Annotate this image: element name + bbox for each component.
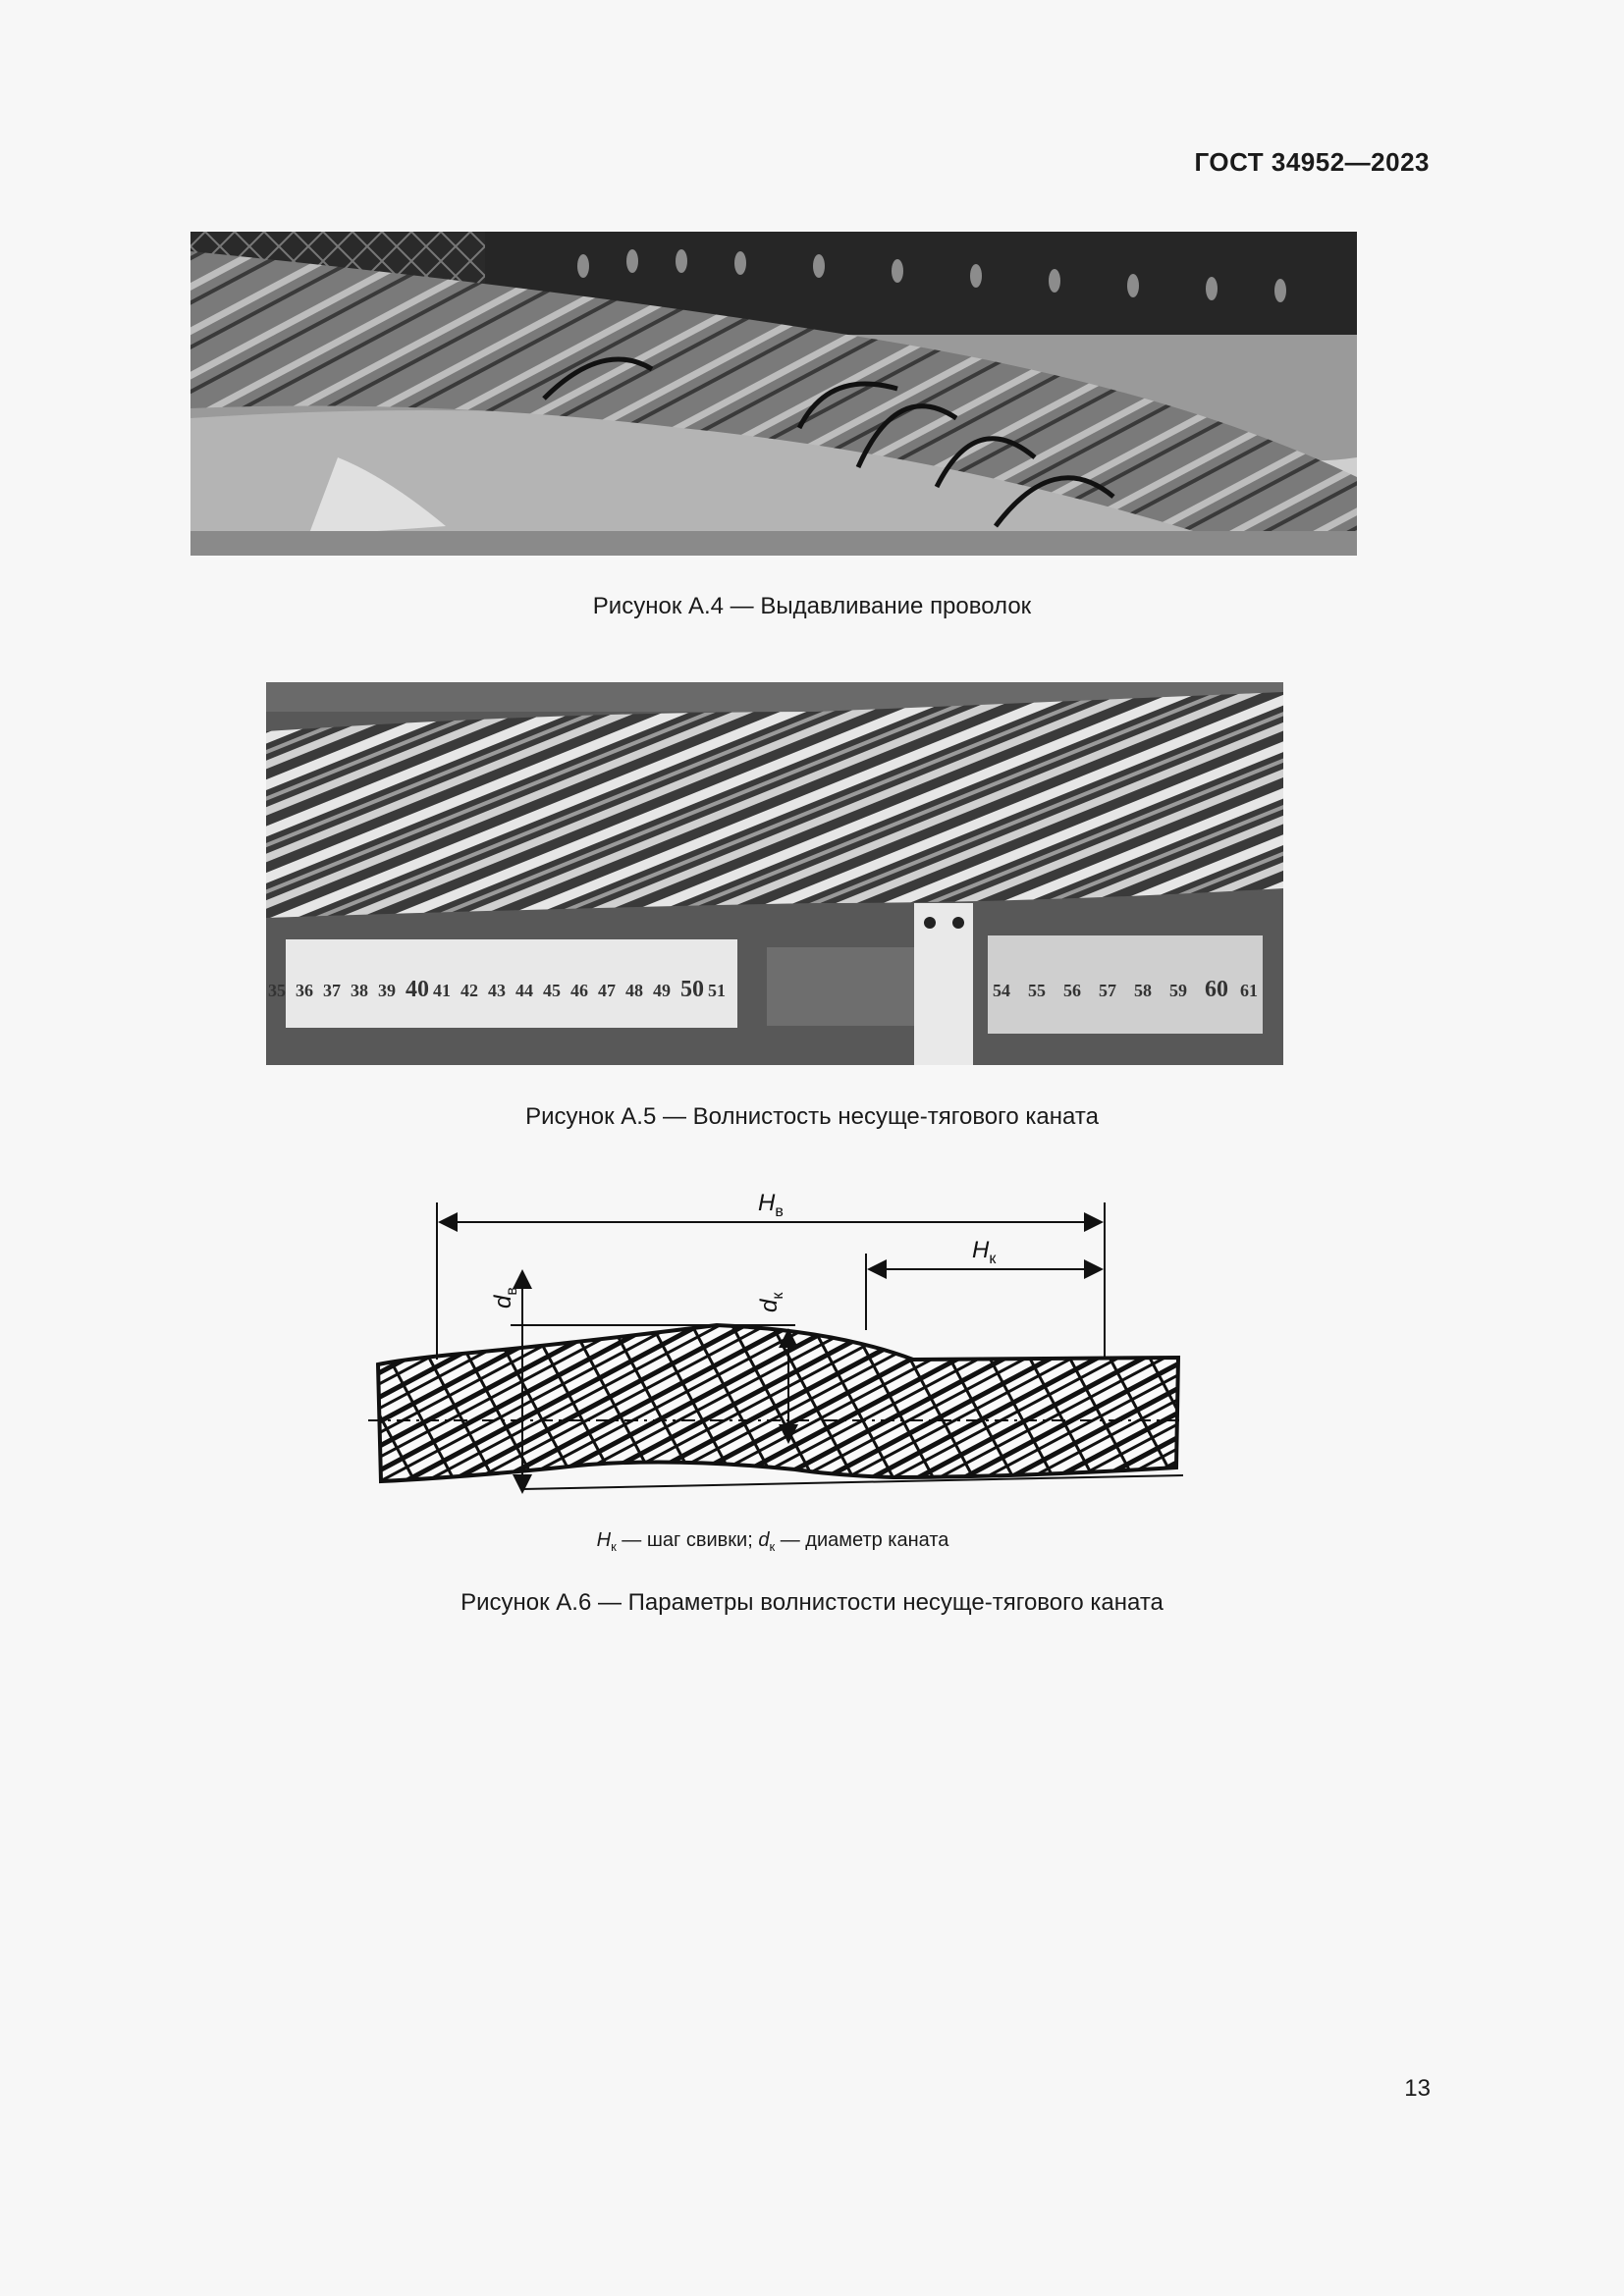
ruler-mark: 58 [1134,981,1152,1000]
figure-a5-photo [266,682,1283,1065]
ruler-mark: 46 [570,981,588,1000]
figure-a6-diagram [363,1183,1188,1517]
ruler-mark: 41 [433,981,451,1000]
page-number: 13 [1404,2075,1431,2102]
figure-a4-photo [190,232,1357,556]
ruler-mark: 49 [653,981,671,1000]
legend-d-text: — диаметр каната [775,1529,949,1551]
figure-a6-legend [0,1529,1545,1554]
ruler-mark: 36 [296,981,313,1000]
figure-a5-caption: Рисунок А.5 — Волнистость несуще-тягового каната [525,1103,1099,1130]
cable-photo-wire-extrusion [190,232,1357,556]
ruler-mark: 54 [993,981,1010,1000]
ruler-mark: 47 [598,981,616,1000]
ruler-mark: 51 [708,981,726,1000]
ruler-mark: 60 [1205,977,1228,1002]
ruler-mark: 48 [625,981,643,1000]
ruler-mark: 57 [1099,981,1116,1000]
ruler-mark: 44 [515,981,533,1000]
label-d-v: $d_в$ [490,1287,520,1308]
label-h-k: $Н_к$ [972,1237,997,1267]
ruler-mark: 55 [1028,981,1046,1000]
ruler-mark: 50 [680,977,704,1002]
ruler-mark: 37 [323,981,341,1000]
ruler-mark: 45 [543,981,561,1000]
ruler-mark: 35 [268,981,286,1000]
ruler-mark: 42 [460,981,478,1000]
figure-a4-caption: Рисунок А.4 — Выдавливание проволок [592,593,1032,619]
figure-a6-caption: Рисунок А.6 — Параметры волнистости несуще-тягового каната [460,1589,1164,1616]
ruler-mark: 59 [1169,981,1187,1000]
label-h-v: $Н_в$ [758,1190,784,1220]
legend-h-text: — шаг свивки; [616,1529,759,1551]
ruler-mark: 38 [351,981,368,1000]
ruler-mark: 39 [378,981,396,1000]
ruler-mark: 43 [488,981,506,1000]
legend-h-symbol: Н [596,1529,612,1551]
cable-photo-waviness [266,682,1283,1065]
legend-h-sub: к [611,1539,617,1554]
document-header: ГОСТ 34952—2023 [1194,147,1430,177]
ruler-mark: 40 [406,977,429,1002]
label-d-k: $d_к$ [756,1292,786,1312]
ruler-mark: 56 [1063,981,1081,1000]
ruler-mark: 61 [1240,981,1258,1000]
rope-drawing [378,1325,1178,1481]
legend-d-symbol: d [758,1529,770,1551]
legend-d-sub: к [769,1539,776,1554]
